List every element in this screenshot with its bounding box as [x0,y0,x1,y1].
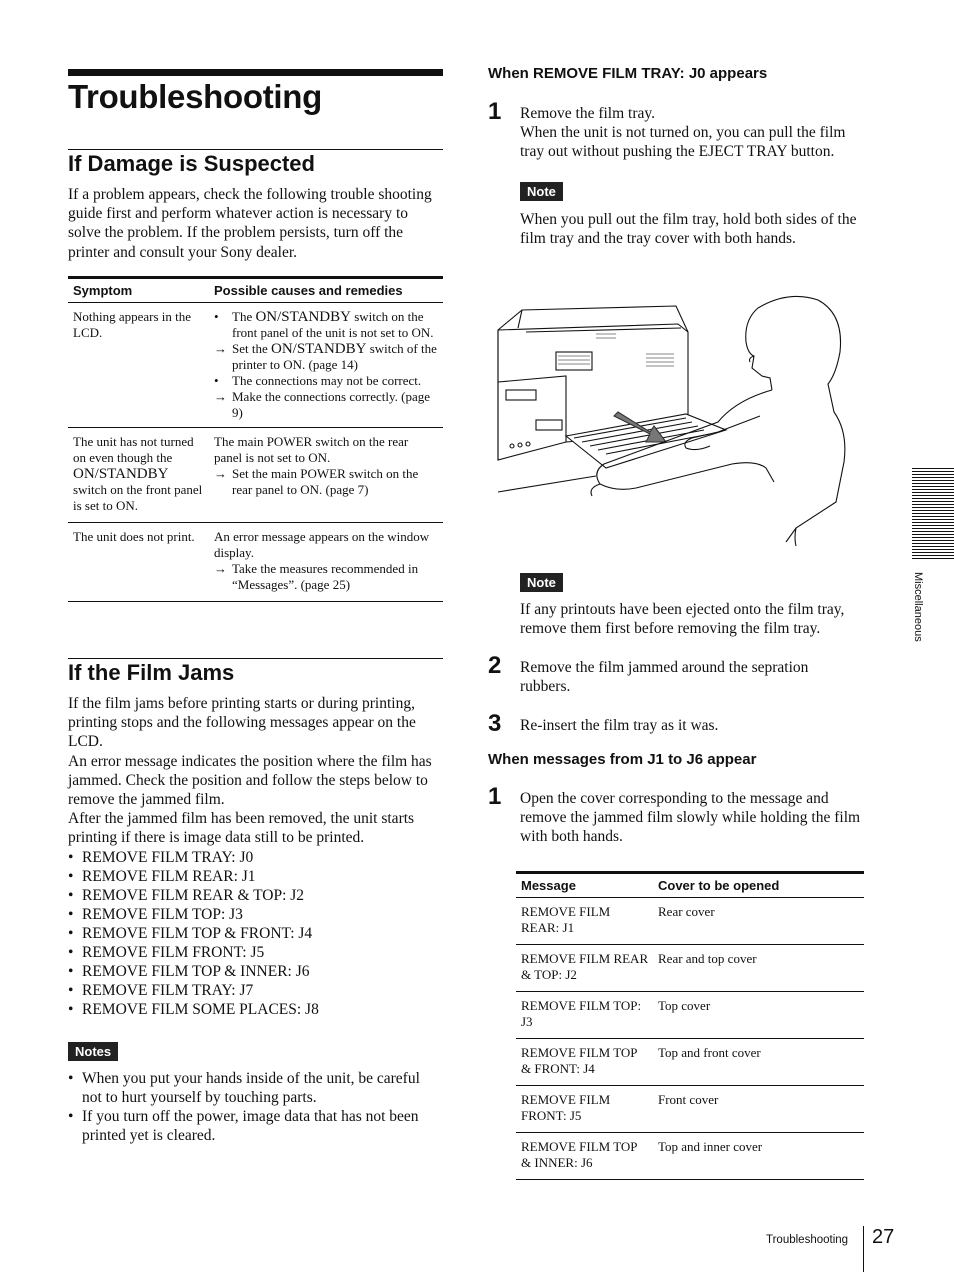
step-text: Remove the film jammed around the sepration rubbers. [520,659,809,696]
film-jams-body [68,694,443,1019]
causes-cell [209,303,443,428]
remedy-item: → Set the main POWER switch on the rear panel to ON. (page 7) [214,466,419,497]
table-row [68,428,443,523]
cause-item: The main POWER switch on the rear panel is not set to ON. [214,434,409,465]
damage-intro: If a problem appears, check the following trouble shooting guide first and perform whatever action is necessary to solve the problem. If the problem persists, turn off the printer and consult your Sony dealer. [68,186,432,261]
side-tab-label: Miscellaneous [912,572,924,642]
message-cell: REMOVE FILM TOP & INNER: J6 [516,1133,653,1180]
list-item: • REMOVE FILM TOP & INNER: J6 [68,962,443,981]
step-text: Open the cover corresponding to the message and remove the jammed film slowly while holding the film with both hands. [520,790,861,846]
j1j6-heading: When messages from J1 to J6 appear [488,751,757,768]
message-cell: REMOVE FILM REAR: J1 [516,898,653,945]
section-rule [68,149,443,150]
list-item: • REMOVE FILM TOP: J3 [68,905,443,924]
message-cell: REMOVE FILM TOP: J3 [516,992,653,1039]
message-cell: REMOVE FILM FRONT: J5 [516,1086,653,1133]
notes-label: Notes [68,1042,118,1061]
table-row [516,1039,864,1086]
table-header: Possible causes and remedies [209,278,443,303]
remedy-item: → Make the connections correctly. (page 9) [214,389,431,420]
tray-heading: When REMOVE FILM TRAY: J0 appears [488,65,768,82]
table-row [516,945,864,992]
list-item: • REMOVE FILM TOP & FRONT: J4 [68,924,443,943]
paragraph: If the film jams before printing starts or during printing, printing stops and the following messages appear on the LCD. [68,695,416,751]
table-header: Cover to be opened [653,873,864,898]
damage-heading: If Damage is Suspected [68,151,315,176]
step-number: 3 [488,710,502,737]
cover-cell: Top and inner cover [653,1133,864,1180]
list-item: • REMOVE FILM REAR: J1 [68,867,443,886]
section-rule [68,658,443,659]
arrow-icon: → [214,341,227,356]
cover-table [516,871,864,1180]
note-text: If any printouts have been ejected onto the film tray, remove them first before removing the film tray. [520,601,845,638]
note-label: Note [520,182,563,201]
list-item: • REMOVE FILM TRAY: J7 [68,981,443,1000]
paragraph: After the jammed film has been removed, the unit starts printing if there is image data still to be printed. [68,810,415,847]
step-text: Re-insert the film tray as it was. [520,717,719,734]
table-header-row [68,278,443,303]
step-text: When the unit is not turned on, you can pull the film tray out without pushing the EJECT TRAY button. [520,124,846,161]
page-title: Troubleshooting [68,78,322,115]
cover-cell: Top and front cover [653,1039,864,1086]
note-text: When you pull out the film tray, hold both sides of the film tray and the tray cover with both hands. [520,211,857,248]
cover-cell: Rear cover [653,898,864,945]
table-header: Message [516,873,653,898]
message-cell: REMOVE FILM TOP & FRONT: J4 [516,1039,653,1086]
cause-item: • The connections may not be correct. [214,373,439,389]
notes-list [68,1069,443,1145]
cover-cell: Rear and top cover [653,945,864,992]
cover-cell: Top cover [653,992,864,1039]
step-number: 1 [488,98,502,125]
remedy-item: → Set the ON/STANDBY switch of the printer to ON. (page 14) [214,341,437,372]
table-row [516,992,864,1039]
list-item: • REMOVE FILM FRONT: J5 [68,943,443,962]
step-1 [520,104,865,162]
table-row [516,898,864,945]
causes-cell [209,428,443,523]
cover-cell: Front cover [653,1086,864,1133]
list-item: • REMOVE FILM TRAY: J0 [68,848,443,867]
message-list [68,848,443,1020]
table-row [516,1086,864,1133]
step-number: 1 [488,783,502,810]
page-number: 27 [872,1226,895,1248]
step-text: Remove the film tray. [520,105,656,122]
table-header-row [516,873,864,898]
causes-cell [209,523,443,602]
remedy-item: → Take the measures recommended in “Messages”. (page 25) [214,561,419,592]
arrow-icon: → [214,561,227,576]
footer-section: Troubleshooting [766,1234,849,1246]
paragraph: An error message indicates the position where the film has jammed. Check the position and follow the steps below to remove the jammed film. [68,752,432,809]
table-header: Symptom [68,278,209,303]
symptom-cell: The unit has not turned on even though the ON/STANDBY switch on the front panel is set to ON. [68,428,209,523]
list-item: • REMOVE FILM SOME PLACES: J8 [68,1000,443,1019]
film-tray-illustration [496,292,856,546]
table-row [68,303,443,428]
symptom-cell: The unit does not print. [68,523,209,602]
film-jams-heading: If the Film Jams [68,660,235,685]
note-label: Note [520,573,563,592]
section-tab-marker [912,468,954,560]
arrow-icon: → [214,389,227,404]
note-item: • When you put your hands inside of the unit, be careful not to hurt yourself by touching parts. [68,1069,443,1107]
cause-item: An error message appears on the window display. [214,529,430,560]
arrow-icon: → [214,466,227,481]
table-row [68,523,443,602]
footer-divider [863,1226,864,1272]
cause-item: • The ON/STANDBY switch on the front panel of the unit is not set to ON. [214,309,439,341]
note-item: • If you turn off the power, image data that has not been printed yet is cleared. [68,1107,443,1145]
symptom-cell: Nothing appears in the LCD. [68,303,209,428]
title-bar-rule [68,69,443,76]
list-item: • REMOVE FILM REAR & TOP: J2 [68,886,443,905]
step-number: 2 [488,652,502,679]
symptom-table [68,276,443,602]
message-cell: REMOVE FILM REAR & TOP: J2 [516,945,653,992]
table-row [516,1133,864,1180]
